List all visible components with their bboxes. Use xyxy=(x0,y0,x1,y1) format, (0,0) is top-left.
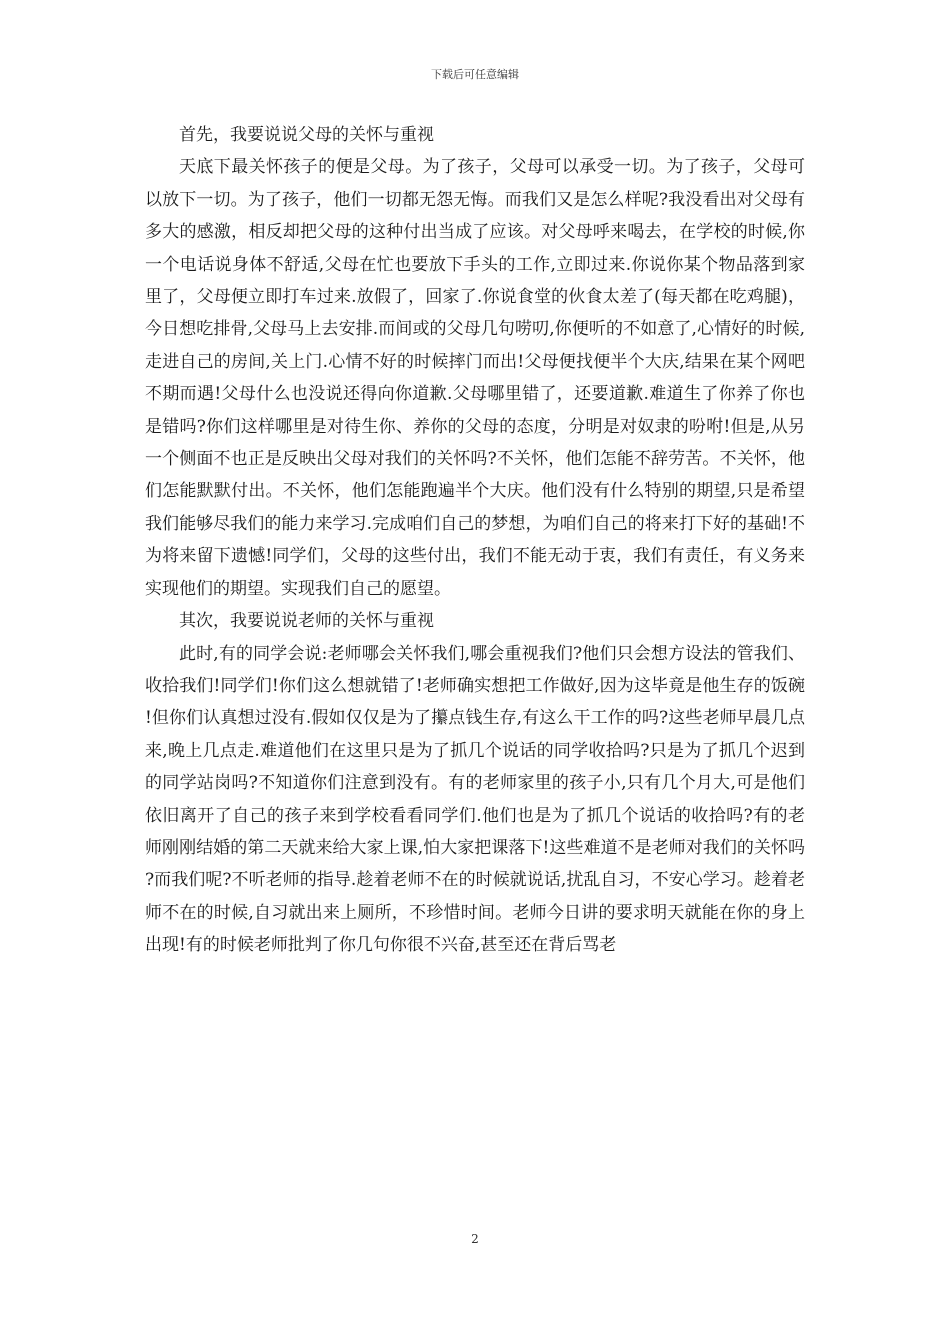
section-heading-teachers: 其次，我要说说老师的关怀与重视 xyxy=(179,611,434,632)
section-heading-parents: 首先，我要说说父母的关怀与重视 xyxy=(179,125,434,145)
document-body xyxy=(145,119,805,962)
page-number: 2 xyxy=(471,1232,479,1246)
paragraph-parents: 天底下最关怀孩子的便是父母。为了孩子，父母可以承受一切。为了孩子，父母可以放下一切。为了孩子，他们一切都无怨无悔。而我们又是怎么样呢?我没看出对父母有多大的感激，相反却把父母的这种付出当成了应该。对父母呼来喝去，在学校的时候,你一个电话说身体不舒适,父母在忙也要放下手头的工作,立即过来.你说你某个物品落到家里了，父母便立即打车过来.放假了，回家了.你说食堂的伙食太差了(每天都在吃鸡腿)，今日想吃排骨,父母马上去安排.而间或的父母几句唠叨,你便听的不如意了,心情好的时候,走进自己的房间,关上门.心情不好的时候摔门而出!父母便找便半个大庆,结果在某个网吧不期而遇!父母什么也没说还得向你道歉.父母哪里错了，还要道歉.难道生了你养了你也是错吗?你们这样哪里是对待生你、养你的父母的态度，分明是对奴隶的吩咐!但是,从另一个侧面不也正是反映出父母对我们的关怀吗?不关怀，他们怎能不辞劳苦。不关怀，他们怎能默默付出。不关怀，他们怎能跑遍半个大庆。他们没有什么特别的期望,只是希望我们能够尽我们的能力来学习.完成咱们自己的梦想，为咱们自己的将来打下好的基础!不为将来留下遗憾!同学们，父母的这些付出，我们不能无动于衷，我们有责任，有义务来实现他们的期望。实现我们自己的愿望。 xyxy=(145,157,805,599)
page-header: 下载后可任意编辑 xyxy=(431,68,519,81)
paragraph-teachers: 此时,有的同学会说:老师哪会关怀我们,哪会重视我们?他们只会想方设法的管我们、收拾我们!同学们!你们这么想就错了!老师确实想把工作做好,因为这毕竟是他生存的饭碗!但你们认真想过没有.假如仅仅是为了攥点钱生存,有这么干工作的吗?这些老师早晨几点来,晚上几点走.难道他们在这里只是为了抓几个说话的同学收拾吗?只是为了抓几个迟到的同学站岗吗?不知道你们注意到没有。有的老师家里的孩子小,只有几个月大,可是他们依旧离开了自己的孩子来到学校看看同学们.他们也是为了抓几个说话的收拾吗?有的老师刚刚结婚的第二天就来给大家上课,怕大家把课落下!这些难道不是老师对我们的关怀吗?而我们呢?不听老师的指导.趁着老师不在的时候就说话,扰乱自习，不安心学习。趁着老师不在的时候,自习就出来上厕所，不珍惜时间。老师今日讲的要求明天就能在你的身上出现!有的时候老师批判了你几句你很不兴奋,甚至还在背后骂老 xyxy=(145,643,805,956)
